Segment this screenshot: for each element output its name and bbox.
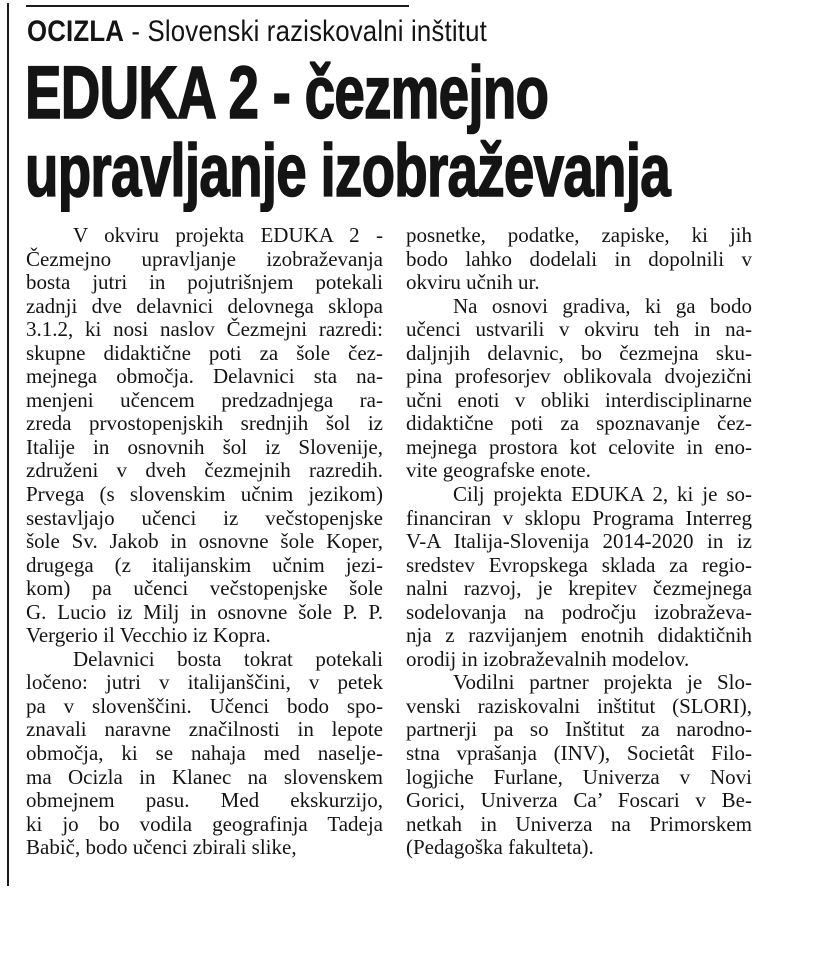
text-line: Delavnici bosta tokrat potekali (73, 646, 383, 671)
text-line: Babič, bodo učenci zbirali slike, (26, 835, 297, 860)
text-line: orodij in izobraževalnih modelov. (406, 646, 690, 671)
text-line: pa v slovenščini. Učenci bodo spo- (26, 693, 383, 718)
text-line: V-A Italija-Slovenija 2014-2020 in iz (406, 529, 752, 554)
text-line: okviru učnih ur. (406, 270, 540, 295)
text-line: Cilj projekta EDUKA 2, ki je so- (453, 482, 752, 507)
text-line: sredstev Evropskega sklada za regio- (406, 552, 752, 577)
text-line: nalni razvoj, je krepitev čezmejnega (406, 576, 752, 601)
paragraph (406, 671, 752, 859)
text-line: menjeni učencem predzadnjega ra- (26, 387, 383, 412)
text-line: Vergerio il Vecchio iz Kopra. (26, 623, 271, 648)
text-line: Čezmejno upravljanje izobraževanja (26, 246, 383, 271)
text-line: pina profesorjev oblikovala dvojezični (406, 364, 752, 389)
text-line: bodo lahko dodelali in dopolnili v (406, 246, 752, 271)
header-rule-top (26, 5, 409, 7)
text-line: partnerji pa so Inštitut za narodno- (406, 717, 752, 742)
headline-line-2: upravljanje izobraževanja (25, 129, 670, 212)
text-line: sestavljajo učenci iz večstopenjske (26, 505, 383, 530)
text-line: ločeno: jutri v italijanščini, v petek (26, 670, 383, 695)
text-line: zreda prvostopenjskih srednjih šol iz (26, 411, 383, 436)
paragraph (406, 224, 752, 295)
text-line: mejnega prostora kot celovite in eno- (406, 434, 752, 459)
paragraph (406, 295, 752, 483)
text-line: kom) pa učenci večstopenjske šole (26, 576, 383, 601)
headline-line-1: EDUKA 2 - čezmejno (25, 51, 549, 134)
text-line: bosta jutri in pojutrišnjem potekali (26, 270, 383, 295)
text-line: Gorici, Univerza Ca’ Foscari v Be- (406, 788, 752, 813)
text-line: vite geografske enote. (406, 458, 591, 483)
text-line: Na osnovi gradiva, ki ga bodo (453, 293, 752, 318)
text-line: didaktične poti za spoznavanje čez- (406, 411, 752, 436)
text-line: skupne didaktične poti za šole čez- (26, 340, 383, 365)
paragraph (26, 224, 383, 648)
text-line: obmejnem pasu. Med ekskurzijo, (26, 788, 383, 813)
text-line: netkah in Univerza na Primorskem (406, 811, 752, 836)
text-line: posnetke, podatke, zapiske, ki jih (406, 223, 752, 247)
body-column-right (406, 224, 752, 860)
text-line: učni enoti v obliki interdisciplinarne (406, 387, 752, 412)
text-line: 3.1.2, ki nosi naslov Čezmejni razredi: (26, 317, 383, 342)
text-line: Vodilni partner projekta je Slo- (453, 670, 752, 695)
text-line: (Pedagoška fakulteta). (406, 835, 594, 860)
paragraph (406, 483, 752, 671)
body-column-left (26, 224, 383, 860)
kicker-source: - Slovenski raziskovalni inštitut (124, 15, 487, 48)
text-line: sodelovanja na področju izobraževa- (406, 599, 752, 624)
headline (25, 51, 670, 212)
text-line: učenci ustvarili v okviru teh in na- (406, 317, 752, 342)
text-line: ki jo bo vodila geografinja Tadeja (26, 811, 383, 836)
text-line: znavali naravne značilnosti in lepote (26, 717, 383, 742)
text-line: daljnjih delavnic, bo čezmejna sku- (406, 340, 752, 365)
kicker-place: OCIZLA (27, 15, 125, 48)
text-line: stna vprašanja (INV), Societât Filo- (406, 741, 752, 766)
text-line: Prvega (s slovenskim učnim jezikom) (26, 482, 383, 507)
text-line: venski raziskovalni inštitut (SLORI), (406, 693, 752, 718)
kicker (27, 12, 487, 52)
paragraph (26, 648, 383, 860)
text-line: financiran v sklopu Programa Interreg (406, 505, 752, 530)
text-line: mejnega območja. Delavnici sta na- (26, 364, 383, 389)
text-line: drugega (z italijanskim učnim jezi- (26, 552, 383, 577)
text-line: Italije in osnovnih šol iz Slovenije, (26, 434, 383, 459)
text-line: ma Ocizla in Klanec na slovenskem (26, 764, 383, 789)
text-line: G. Lucio iz Milj in osnovne šole P. P. (26, 599, 383, 624)
text-line: logjiche Furlane, Univerza v Novi (406, 764, 752, 789)
text-line: V okviru projekta EDUKA 2 - (73, 223, 383, 247)
text-line: nja z razvijanjem enotnih didaktičnih (406, 623, 752, 648)
column-rule-left (7, 3, 9, 886)
text-line: zadnji dve delavnici delovnega sklopa (26, 293, 383, 318)
text-line: šole Sv. Jakob in osnovne šole Koper, (26, 529, 383, 554)
text-line: območja, ki se nahaja med naselje- (26, 741, 383, 766)
text-line: združeni v dveh čezmejnih razredih. (26, 458, 383, 483)
